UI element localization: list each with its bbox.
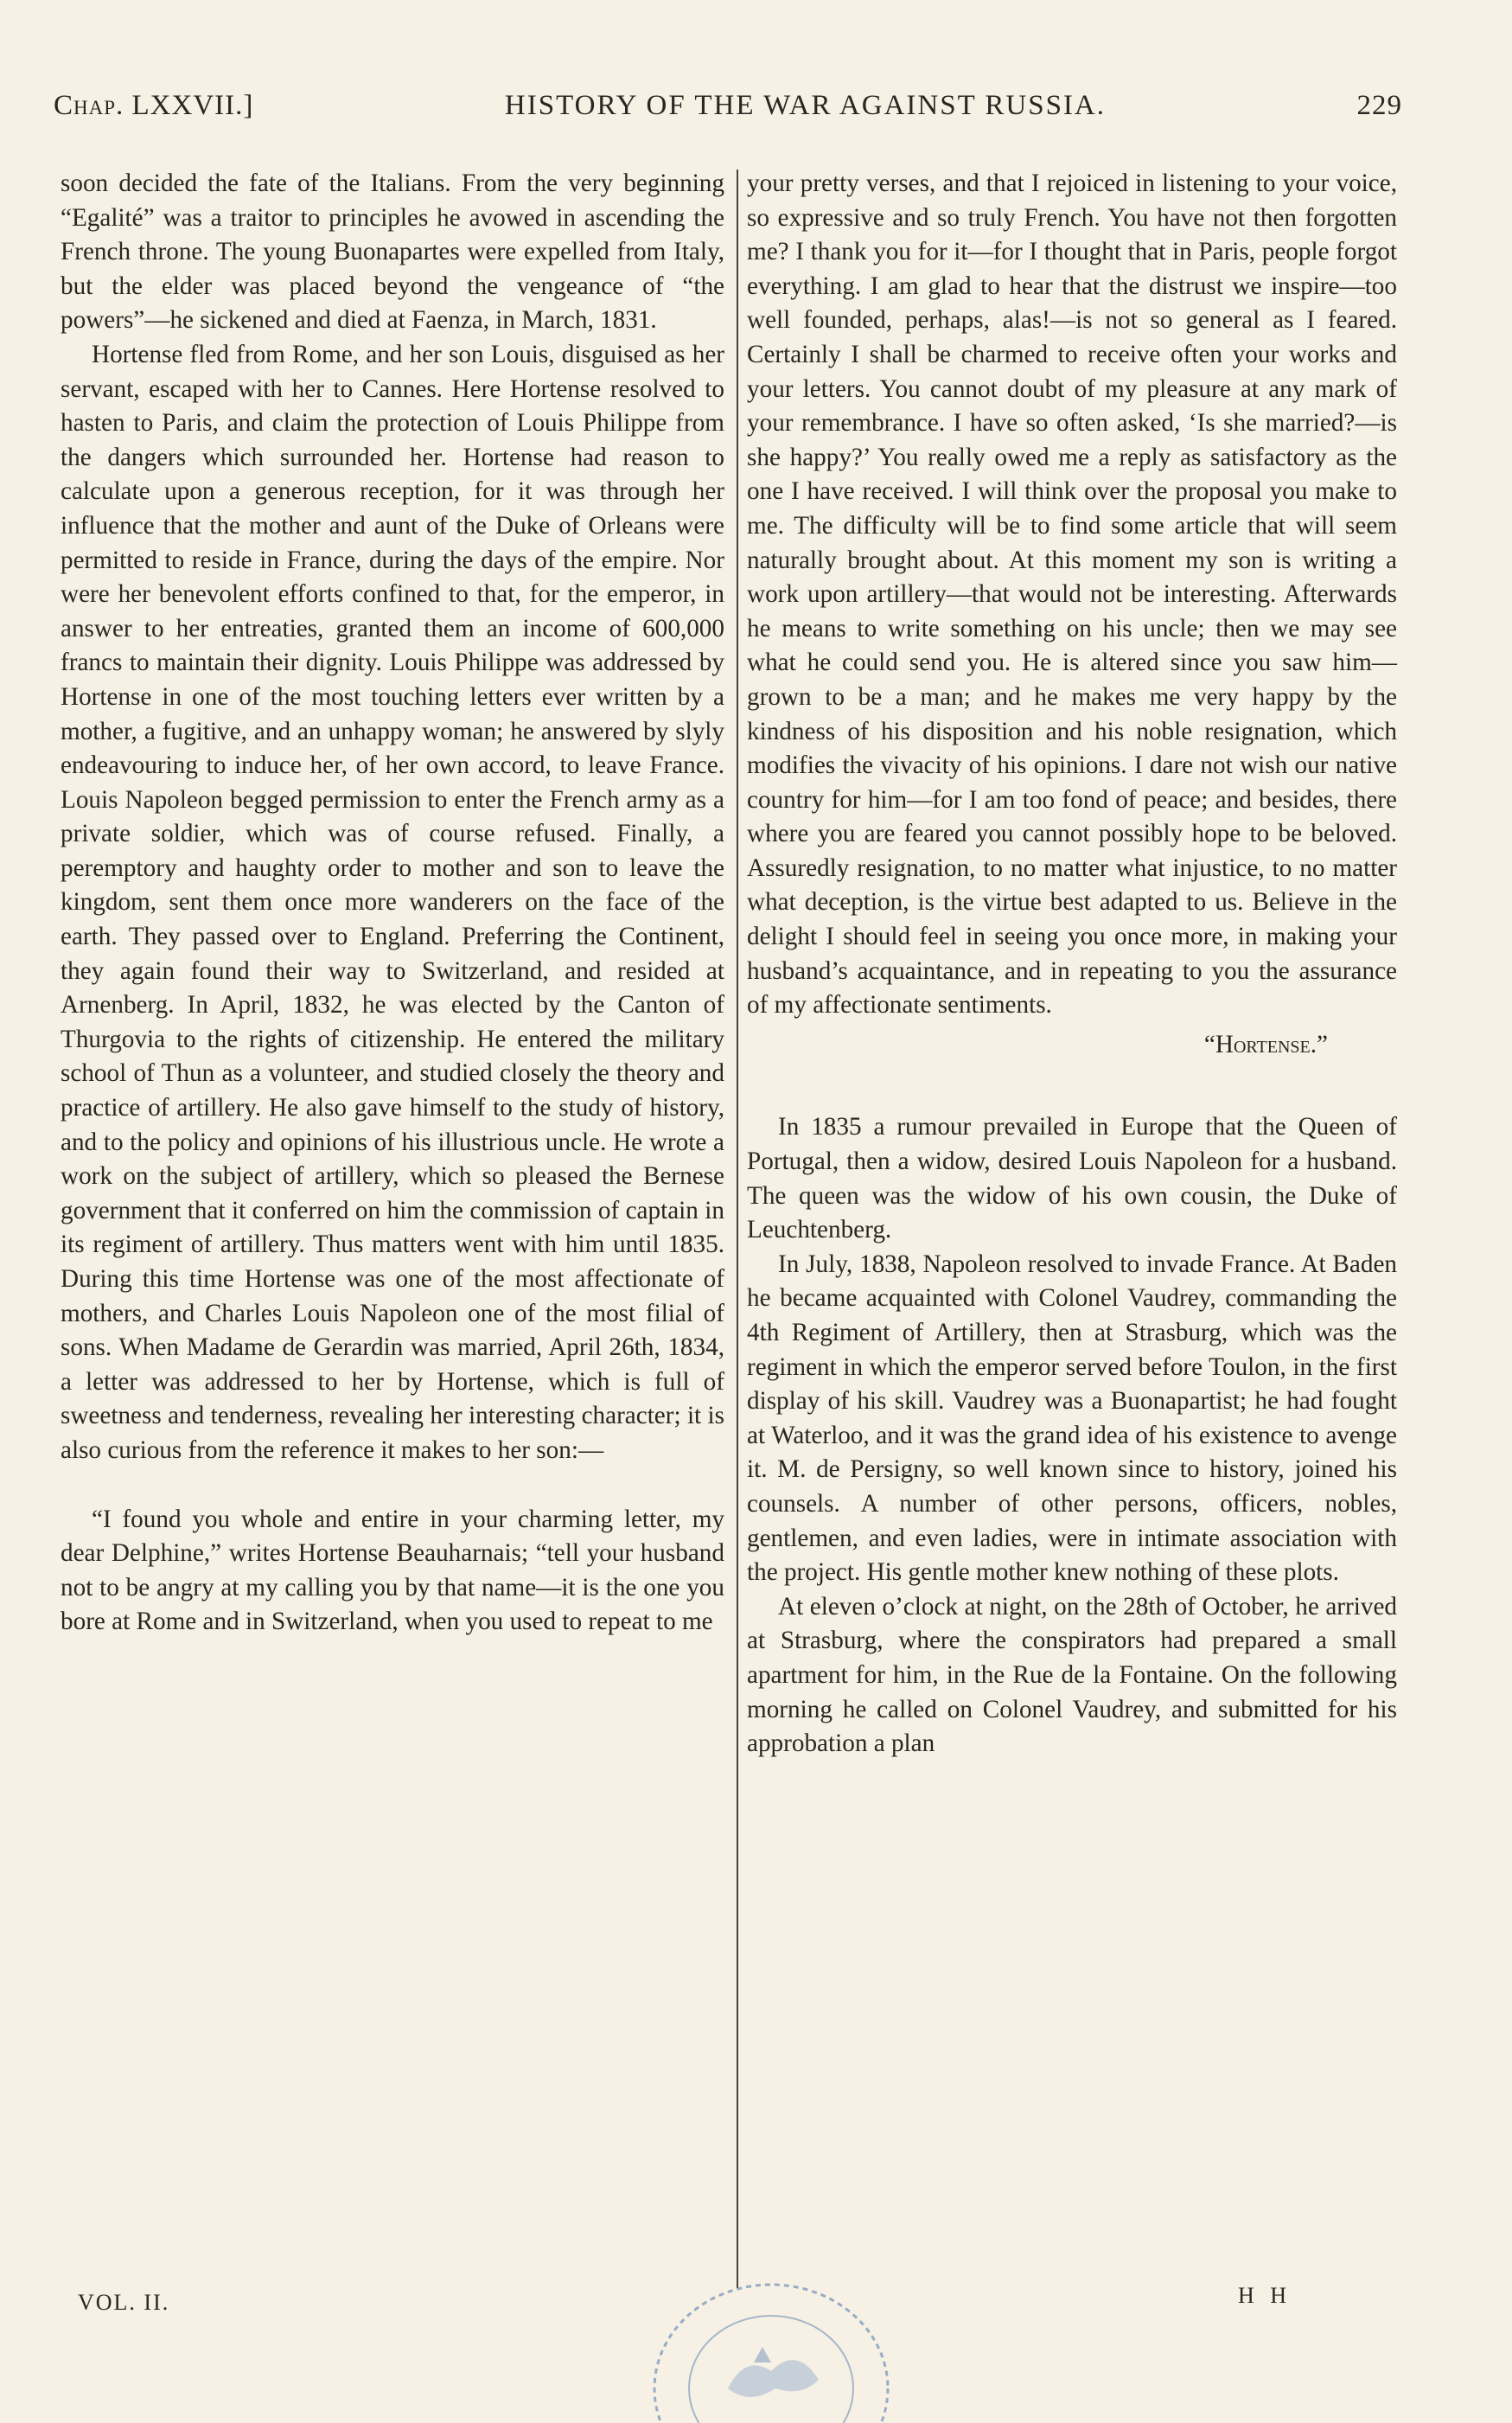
left-column — [61, 167, 724, 1640]
signature-mark: H H — [1238, 2283, 1292, 2308]
paragraph: soon decided the fate of the Italians. From the very beginning “Egalité” was a traitor to principles he avowed in ascending the French throne. The young Buonapartes were expelled from Italy, but the elder was placed beyond the vengeance of “the powers”—he sickened and died at Faenza, in March, 1831. — [61, 169, 724, 335]
page-number: 229 — [1356, 90, 1402, 121]
right-column — [747, 167, 1397, 1761]
letter-signature: “Hortense.” — [1203, 1030, 1328, 1058]
running-header — [54, 90, 1402, 135]
chapter-label: Chap. LXXVII.] — [54, 90, 254, 121]
volume-label: VOL. II. — [78, 2290, 170, 2315]
paragraph: In July, 1838, Napoleon resolved to invade France. At Baden he became acquainted with Colonel Vaudrey, commanding the 4th Regiment of Artillery, then at Strasburg, which was the regiment in which the emperor served before Toulon, in the first display of his skill. Vaudrey was a Buonapartist; he had fought at Waterloo, and it was the grand idea of his existence to avenge it. M. de Persigny, so well known since to history, joined his counsels. A number of other persons, officers, nobles, gentlemen, and even ladies, were in intimate association with the project. His gentle mother knew nothing of these plots. — [747, 1250, 1397, 1587]
column-divider — [737, 169, 738, 2288]
letter-opening: “I found you whole and entire in your charming letter, my dear Delphine,” writes Hortense Beauharnais; “tell your husband not to be angry at my calling you by that name—it is the one you bore at Rome and in Switzerland, when you used to repeat to me — [61, 1505, 724, 1636]
paragraph: Hortense fled from Rome, and her son Louis, disguised as her servant, escaped with her to Cannes. Here Hortense resolved to hasten to Paris, and claim the protection of Louis Philippe from the dangers which surrounded her. Hortense had reason to calculate upon a generous reception, for it was through her influence that the mother and aunt of the Duke of Orleans were permitted to reside in France, during the days of the empire. Nor were her benevolent efforts confined to that, for the emperor, in answer to her entreaties, granted them an income of 600,000 francs to maintain their dignity. Louis Philippe was addressed by Hortense in one of the most touching letters ever written by a mother, a fugitive, and an unhappy woman; he answered by slyly endeavouring to induce her, of her own accord, to leave France. Louis Napoleon begged permission to enter the French army as a private soldier, which was of course refused. Finally, a peremptory and haughty order to mother and son to leave the kingdom, sent them once more wanderers on the face of the earth. They passed over to England. Preferring the Continent, they again found their way to Switzerland, and resided at Arnenberg. In April, 1832, he was elected by the Canton of Thurgovia to the rights of citizenship. He entered the military school of Thun as a volunteer, and studied closely the theory and practice of artillery. He also gave himself to the study of history, and to the policy and opinions of his illustrious uncle. He wrote a work on the subject of artillery, which so pleased the Bernese government that it conferred on him the commission of captain in its regiment of artillery. Thus matters went with him until 1835. During this time Hortense was one of the most affectionate of mothers, and Charles Louis Napoleon one of the most filial of sons. When Madame de Gerardin was married, April 26th, 1834, a letter was addressed to her by Hortense, which is full of sweetness and tenderness, revealing her interesting character; it is also curious from the reference it makes to her son:— — [61, 340, 724, 1464]
paragraph: In 1835 a rumour prevailed in Europe that the Queen of Portugal, then a widow, desired Louis Napoleon for a husband. The queen was the widow of his own cousin, the Duke of Leuchtenberg. — [747, 1113, 1397, 1244]
page-title: HISTORY OF THE WAR AGAINST RUSSIA. — [504, 90, 1107, 121]
paragraph: At eleven o’clock at night, on the 28th of October, he arrived at Strasburg, where the conspirators had prepared a small apartment for him, in the Rue de la Fontaine. On the following morning he called on Colonel Vaudrey, and submitted for his approbation a plan — [747, 1592, 1397, 1758]
library-stamp-icon — [624, 2259, 918, 2423]
letter-continuation: your pretty verses, and that I rejoiced in listening to your voice, so expressive and so truly French. You have not then forgotten me? I thank you for it—for I thought that in Paris, people forgot everything. I am glad to hear that the distrust we inspire—too well founded, perhaps, alas!—is not so general as I feared. Certainly I shall be charmed to receive often your works and your letters. You cannot doubt of my pleasure at any mark of your remembrance. I have so often asked, ‘Is she married?—is she happy?’ You really owed me a reply as satisfactory as the one I have received. I will think over the proposal you make to me. The difficulty will be to find some article that will seem naturally brought about. At this moment my son is writing a work upon artillery—that would not be interesting. Afterwards he means to write something on his uncle; then we may see what he could send you. He is altered since you saw him—grown to be a man; and he makes me very happy by the kindness of his disposition and his noble resignation, which modifies the vivacity of his opinions. I dare not wish our native country for him—for I am too fond of peace; and besides, there where you are feared you cannot possibly hope to be beloved. Assuredly resignation, to no matter what injustice, to no matter what deception, is the virtue best adapted to us. Believe in the delight I should feel in seeing you once more, in making your husband’s acquaintance, and in repeating to you the assurance of my affectionate sentiments. — [747, 169, 1397, 1020]
